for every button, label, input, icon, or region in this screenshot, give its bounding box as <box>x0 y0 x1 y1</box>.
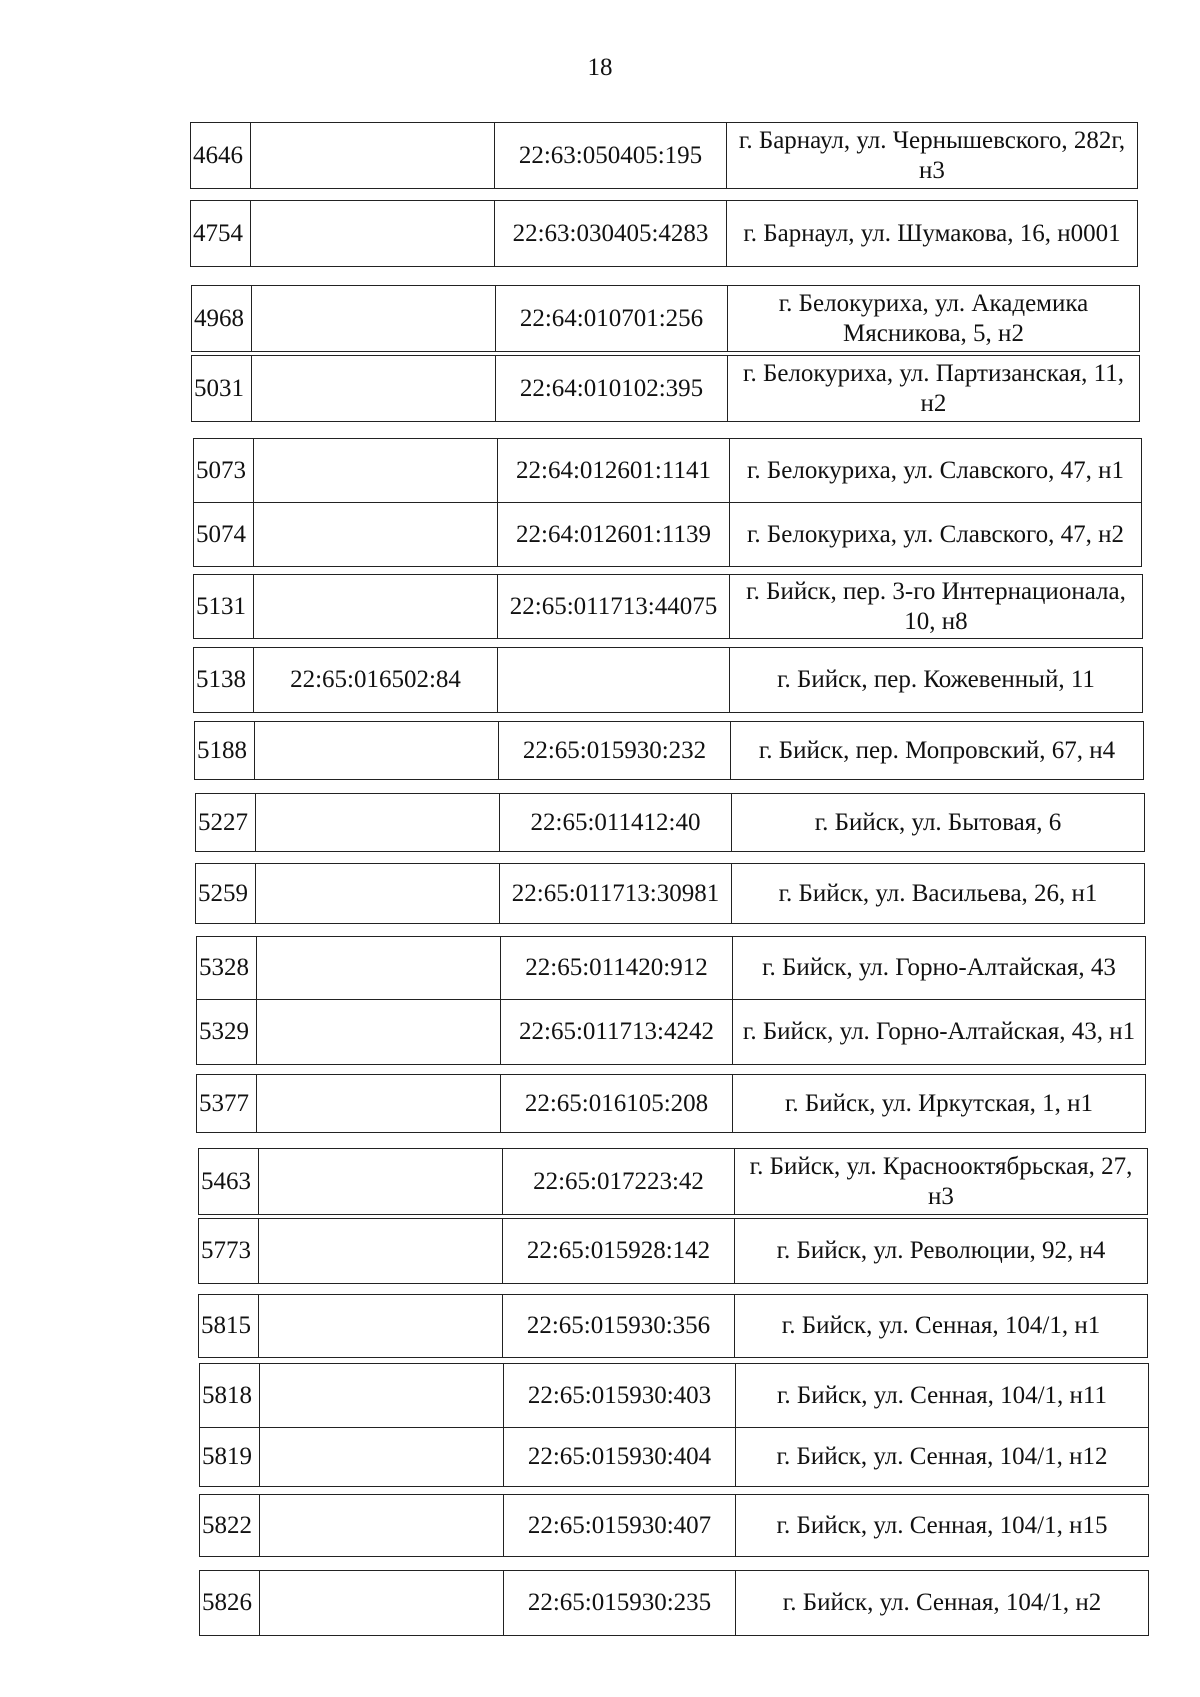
record-number: 5031 <box>192 356 252 422</box>
address-cell: г. Бийск, ул. Горно-Алтайская, 43 <box>733 937 1146 1000</box>
record-block <box>194 721 1144 780</box>
cadastral-number-land <box>255 722 499 780</box>
cadastral-number-premises <box>498 648 730 713</box>
cadastral-number-premises: 22:65:017223:42 <box>503 1149 735 1215</box>
address-cell: г. Бийск, ул. Горно-Алтайская, 43, н1 <box>733 1000 1146 1065</box>
record-number: 4754 <box>191 201 251 267</box>
cadastral-number-premises: 22:65:011713:30981 <box>500 864 732 924</box>
record-number: 5463 <box>199 1149 259 1215</box>
table-row <box>196 794 1145 852</box>
cadastral-number-premises: 22:65:015928:142 <box>503 1219 735 1284</box>
address-cell: г. Бийск, ул. Сенная, 104/1, н1 <box>735 1295 1148 1358</box>
cadastral-number-land <box>252 286 496 352</box>
record-block <box>190 200 1138 267</box>
table-row <box>194 575 1143 639</box>
record-number: 5818 <box>200 1364 260 1428</box>
table-row <box>192 286 1140 352</box>
table-row <box>197 937 1146 1000</box>
record-number: 5815 <box>199 1295 259 1358</box>
record-number: 5227 <box>196 794 256 852</box>
record-number: 5329 <box>197 1000 257 1065</box>
cadastral-number-premises: 22:64:010701:256 <box>496 286 728 352</box>
cadastral-number-premises: 22:63:030405:4283 <box>495 201 727 267</box>
record-block <box>199 1570 1149 1636</box>
cadastral-number-premises: 22:65:016105:208 <box>501 1075 733 1133</box>
table-row <box>200 1364 1149 1428</box>
cadastral-number-land <box>252 356 496 422</box>
cadastral-number-land <box>251 201 495 267</box>
address-cell: г. Бийск, ул. Революции, 92, н4 <box>735 1219 1148 1284</box>
table-row <box>195 722 1144 780</box>
record-number: 5138 <box>194 648 254 713</box>
address-cell: г. Бийск, пер. Мопровский, 67, н4 <box>731 722 1144 780</box>
record-block <box>193 574 1143 639</box>
record-block <box>196 1074 1146 1133</box>
cadastral-number-land <box>259 1149 503 1215</box>
cadastral-number-premises: 22:64:012601:1141 <box>498 439 730 503</box>
cadastral-number-premises: 22:65:015930:404 <box>504 1428 736 1487</box>
record-block <box>190 122 1138 189</box>
cadastral-number-premises: 22:65:011420:912 <box>501 937 733 1000</box>
record-block <box>191 285 1140 352</box>
record-block <box>199 1494 1149 1557</box>
cadastral-number-premises: 22:63:050405:195 <box>495 123 727 189</box>
cadastral-number-premises: 22:64:012601:1139 <box>498 503 730 567</box>
cadastral-number-premises: 22:65:011713:44075 <box>498 575 730 639</box>
table-row <box>194 439 1142 503</box>
record-number: 5131 <box>194 575 254 639</box>
address-cell: г. Белокуриха, ул. Академика Мясникова, 5, н2 <box>728 286 1140 352</box>
record-number: 5773 <box>199 1219 259 1284</box>
record-block <box>198 1148 1148 1215</box>
table-row <box>200 1428 1149 1487</box>
cadastral-number-premises: 22:65:015930:407 <box>504 1495 736 1557</box>
record-number: 4968 <box>192 286 252 352</box>
table-row <box>199 1149 1148 1215</box>
cadastral-number-land <box>257 1075 501 1133</box>
record-number: 4646 <box>191 123 251 189</box>
cadastral-number-land <box>256 864 500 924</box>
record-block <box>199 1363 1149 1487</box>
table-row <box>196 864 1145 924</box>
record-block <box>195 793 1145 852</box>
cadastral-number-land <box>260 1364 504 1428</box>
table-row <box>192 356 1140 422</box>
table-row <box>199 1219 1148 1284</box>
table-row <box>194 648 1143 713</box>
record-block <box>198 1294 1148 1358</box>
cadastral-number-premises: 22:65:015930:235 <box>504 1571 736 1636</box>
address-cell: г. Бийск, ул. Сенная, 104/1, н11 <box>736 1364 1149 1428</box>
address-cell: г. Бийск, ул. Краснооктябрьская, 27, н3 <box>735 1149 1148 1215</box>
record-number: 5073 <box>194 439 254 503</box>
table-row <box>200 1571 1149 1636</box>
record-block <box>193 647 1143 713</box>
table-row <box>191 201 1138 267</box>
record-number: 5377 <box>197 1075 257 1133</box>
cadastral-number-land <box>257 1000 501 1065</box>
address-cell: г. Белокуриха, ул. Славского, 47, н1 <box>730 439 1142 503</box>
cadastral-number-land <box>257 937 501 1000</box>
cadastral-number-land <box>260 1571 504 1636</box>
cadastral-number-premises: 22:65:011412:40 <box>500 794 732 852</box>
address-cell: г. Бийск, ул. Сенная, 104/1, н15 <box>736 1495 1149 1557</box>
record-block <box>198 1218 1148 1284</box>
cadastral-number-premises: 22:65:015930:232 <box>499 722 731 780</box>
table-row <box>191 123 1138 189</box>
address-cell: г. Бийск, пер. 3-го Интернационала, 10, н8 <box>730 575 1143 639</box>
cadastral-number-land <box>254 439 498 503</box>
table-row <box>197 1000 1146 1065</box>
address-cell: г. Барнаул, ул. Чернышевского, 282г, н3 <box>727 123 1138 189</box>
cadastral-number-land <box>251 123 495 189</box>
record-number: 5826 <box>200 1571 260 1636</box>
address-cell: г. Бийск, пер. Кожевенный, 11 <box>730 648 1143 713</box>
address-cell: г. Белокуриха, ул. Славского, 47, н2 <box>730 503 1142 567</box>
page-number: 18 <box>587 54 613 81</box>
cadastral-number-premises: 22:64:010102:395 <box>496 356 728 422</box>
record-block <box>191 355 1140 422</box>
table-row <box>199 1295 1148 1358</box>
address-cell: г. Бийск, ул. Васильева, 26, н1 <box>732 864 1145 924</box>
record-number: 5188 <box>195 722 255 780</box>
address-cell: г. Барнаул, ул. Шумакова, 16, н0001 <box>727 201 1138 267</box>
address-cell: г. Бийск, ул. Иркутская, 1, н1 <box>733 1075 1146 1133</box>
record-number: 5259 <box>196 864 256 924</box>
address-cell: г. Белокуриха, ул. Партизанская, 11, н2 <box>728 356 1140 422</box>
table-row <box>194 503 1142 567</box>
record-block <box>195 863 1145 924</box>
cadastral-number-premises: 22:65:011713:4242 <box>501 1000 733 1065</box>
record-block <box>193 438 1142 567</box>
address-cell: г. Бийск, ул. Сенная, 104/1, н12 <box>736 1428 1149 1487</box>
cadastral-number-land <box>256 794 500 852</box>
table-row <box>200 1495 1149 1557</box>
cadastral-number-land <box>259 1219 503 1284</box>
cadastral-number-land <box>254 575 498 639</box>
table-row <box>197 1075 1146 1133</box>
record-number: 5074 <box>194 503 254 567</box>
cadastral-number-land <box>259 1295 503 1358</box>
record-number: 5819 <box>200 1428 260 1487</box>
address-cell: г. Бийск, ул. Бытовая, 6 <box>732 794 1145 852</box>
cadastral-number-land: 22:65:016502:84 <box>254 648 498 713</box>
cadastral-number-land <box>260 1495 504 1557</box>
cadastral-number-premises: 22:65:015930:356 <box>503 1295 735 1358</box>
cadastral-number-land <box>260 1428 504 1487</box>
record-number: 5328 <box>197 937 257 1000</box>
record-block <box>196 936 1146 1065</box>
address-cell: г. Бийск, ул. Сенная, 104/1, н2 <box>736 1571 1149 1636</box>
record-number: 5822 <box>200 1495 260 1557</box>
cadastral-number-land <box>254 503 498 567</box>
cadastral-number-premises: 22:65:015930:403 <box>504 1364 736 1428</box>
